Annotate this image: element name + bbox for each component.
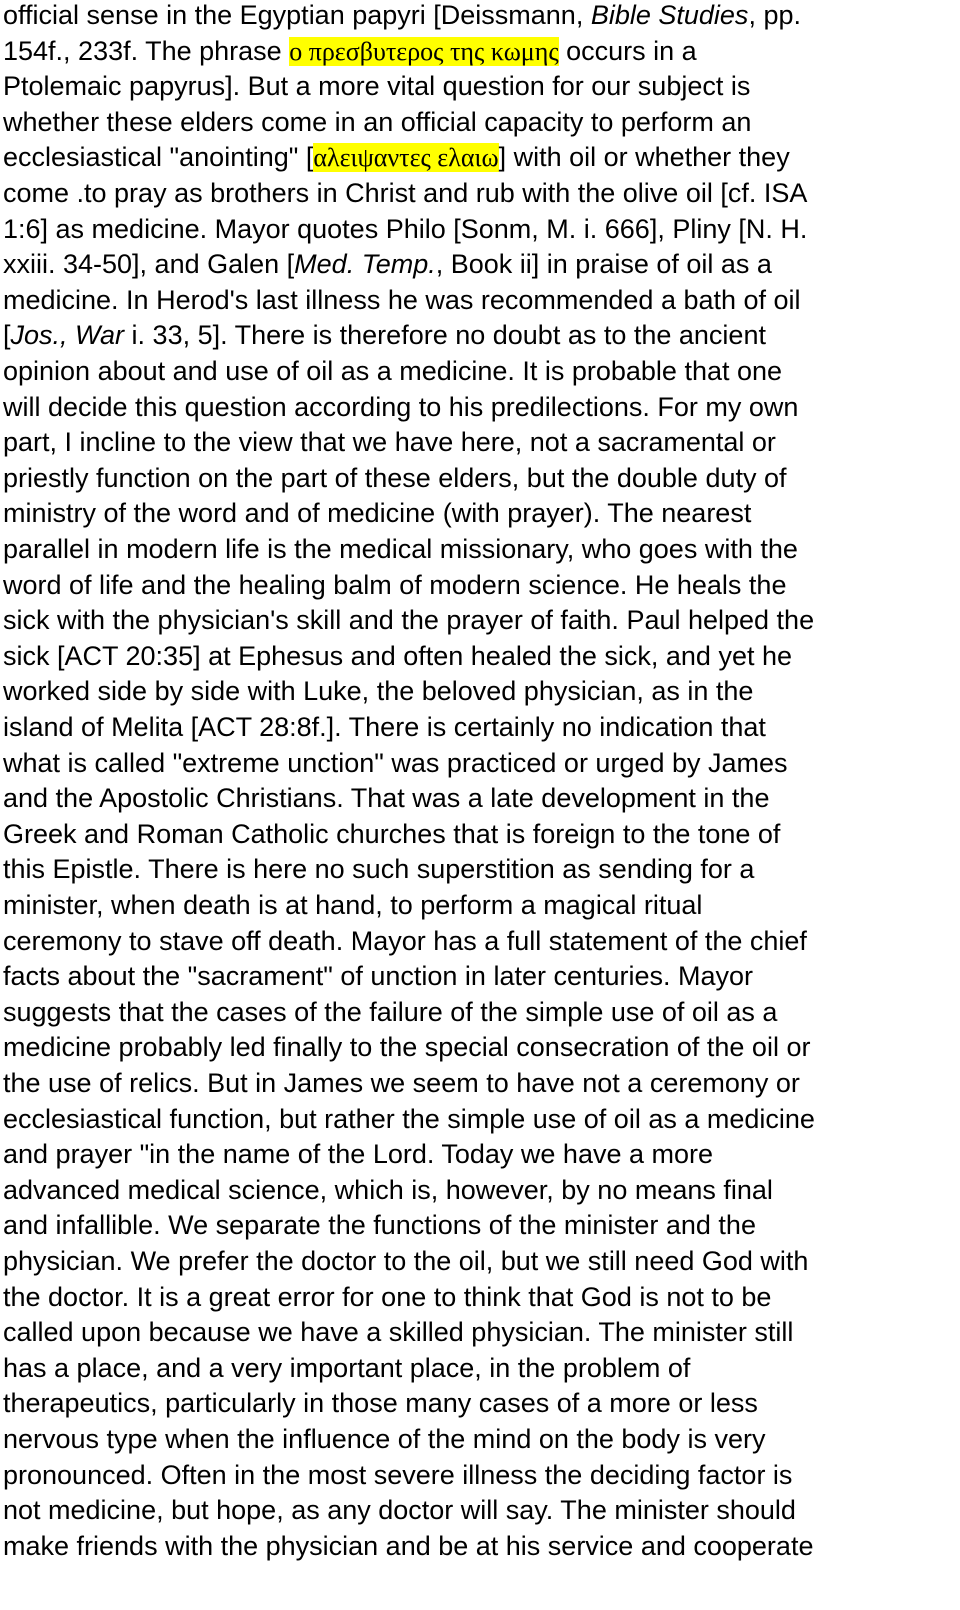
text-line bbox=[3, 923, 807, 959]
italic-citation: Med. Temp. bbox=[294, 249, 436, 280]
text-line bbox=[3, 1101, 815, 1137]
text-line bbox=[3, 211, 807, 247]
italic-citation: Jos., War bbox=[10, 320, 125, 351]
text-line bbox=[3, 0, 801, 33]
greek-phrase-highlight: ο πρεσβυτερος της κωμης bbox=[289, 36, 559, 66]
text-segment: called upon because we have a skilled physician. The minister still bbox=[3, 1317, 794, 1348]
text-segment: worked side by side with Luke, the beloved physician, as in the bbox=[3, 676, 754, 707]
text-segment: nervous type when the influence of the mind on the body is very bbox=[3, 1424, 766, 1454]
text-segment: and infallible. We separate the functions of the minister and the bbox=[3, 1210, 756, 1241]
text-line bbox=[3, 851, 754, 887]
text-segment: ministry of the word and of medicine (with prayer). The nearest bbox=[3, 498, 752, 529]
text-segment: will decide this question according to his predilections. For my own bbox=[3, 391, 799, 422]
text-segment: Ptolemaic papyrus]. But a more vital question for our subject is bbox=[3, 71, 751, 102]
text-line bbox=[3, 68, 750, 104]
text-line bbox=[3, 745, 788, 781]
text-line bbox=[3, 495, 751, 531]
text-segment: medicine probably led finally to the special consecration of the oil or bbox=[3, 1032, 811, 1063]
text-line bbox=[3, 424, 776, 460]
text-segment: this Epistle. There is here no such superstition as sending for a bbox=[3, 854, 755, 885]
text-line bbox=[3, 1385, 758, 1421]
text-segment: the use of relics. But in James we seem to have not a ceremony or bbox=[3, 1068, 800, 1098]
text-line bbox=[3, 887, 702, 923]
text-line bbox=[3, 1314, 793, 1350]
text-line bbox=[3, 1136, 713, 1172]
text-segment: has a place, and a very important place, in the problem of bbox=[3, 1352, 691, 1383]
text-line bbox=[3, 1279, 771, 1315]
text-segment: Greek and Roman Catholic churches that is foreign to the tone of bbox=[3, 818, 781, 849]
text-line bbox=[3, 1421, 765, 1457]
text-segment: therapeutics, particularly in those many cases of a more or less bbox=[3, 1388, 758, 1419]
text-line bbox=[3, 175, 807, 211]
text-line bbox=[3, 780, 769, 816]
text-segment: pronounced. Often in the most severe illness the deciding factor is bbox=[3, 1459, 793, 1490]
text-segment: physician. We prefer the doctor to the oil, but we still need God with bbox=[3, 1246, 809, 1276]
text-line bbox=[3, 460, 787, 496]
text-segment: ] with oil or whether they bbox=[498, 142, 790, 173]
text-line bbox=[3, 353, 782, 389]
text-line bbox=[3, 958, 753, 994]
text-segment: sick with the physician's skill and the prayer of faith. Paul helped the bbox=[3, 605, 815, 636]
text-segment: xxiii. 34-50], and Galen [ bbox=[3, 249, 295, 280]
text-line bbox=[3, 994, 777, 1030]
text-line bbox=[3, 104, 751, 140]
text-line bbox=[3, 1492, 796, 1528]
text-line bbox=[3, 1029, 810, 1065]
text-line bbox=[3, 1243, 808, 1279]
text-line bbox=[3, 246, 772, 282]
text-segment: the doctor. It is a great error for one to think that God is not to be bbox=[3, 1281, 772, 1312]
text-line bbox=[3, 317, 766, 353]
text-segment: priestly function on the part of these elders, but the double duty of bbox=[3, 462, 787, 493]
text-segment: opinion about and use of oil as a medicine. It is probable that one bbox=[3, 356, 783, 386]
text-line bbox=[3, 33, 697, 69]
text-segment: i. 33, 5]. There is therefore no doubt as to the ancient bbox=[124, 320, 766, 351]
text-segment: part, I incline to the view that we have here, not a sacramental or bbox=[3, 427, 776, 458]
text-segment: what is called "extreme unction" was practiced or urged by James bbox=[3, 747, 788, 778]
text-line bbox=[3, 1172, 773, 1208]
text-line bbox=[3, 1528, 813, 1564]
text-segment: come .to pray as brothers in Christ and rub with the olive oil [cf. ISA bbox=[3, 178, 808, 208]
text-line bbox=[3, 638, 792, 674]
text-line bbox=[3, 1350, 690, 1386]
text-segment: ecclesiastical function, but rather the simple use of oil as a medicine bbox=[3, 1103, 815, 1134]
text-segment: medicine. In Herod's last illness he was recommended a bath of oil bbox=[3, 284, 801, 315]
text-segment: official sense in the Egyptian papyri [Deissmann, bbox=[3, 0, 591, 30]
text-segment: [ bbox=[3, 320, 11, 351]
text-line bbox=[3, 282, 801, 318]
text-segment: and the Apostolic Christians. That was a late development in the bbox=[3, 783, 770, 814]
text-line bbox=[3, 567, 786, 603]
text-segment: sick [ACT 20:35] at Ephesus and often healed the sick, and yet he bbox=[3, 640, 792, 671]
text-line bbox=[3, 673, 753, 709]
text-segment: , Book ii] in praise of oil as a bbox=[435, 249, 772, 280]
text-segment: facts about the "sacrament" of unction in later centuries. Mayor bbox=[3, 961, 754, 992]
text-segment: make friends with the physician and be at his service and cooperate bbox=[3, 1530, 814, 1561]
italic-citation: Bible Studies bbox=[590, 0, 749, 30]
text-segment: word of life and the healing balm of modern science. He heals the bbox=[3, 569, 787, 600]
text-line bbox=[3, 816, 780, 852]
text-segment: occurs in a bbox=[558, 35, 697, 66]
greek-phrase-highlight: αλειψαντες ελαιω bbox=[313, 143, 499, 173]
text-segment: 1:6] as medicine. Mayor quotes Philo [Sonm, M. i. 666], Pliny [N. H. bbox=[3, 213, 808, 244]
text-segment: advanced medical science, which is, however, by no means final bbox=[3, 1174, 773, 1205]
text-segment: suggests that the cases of the failure of the simple use of oil as a bbox=[3, 996, 778, 1027]
text-segment: 154f., 233f. The phrase bbox=[3, 35, 290, 66]
text-segment: whether these elders come in an official capacity to perform an bbox=[3, 106, 752, 137]
text-line bbox=[3, 1065, 800, 1101]
text-segment: not medicine, but hope, as any doctor will say. The minister should bbox=[3, 1495, 796, 1526]
text-segment: ceremony to stave off death. Mayor has a full statement of the chief bbox=[3, 925, 807, 956]
text-line bbox=[3, 1207, 756, 1243]
text-segment: , pp. bbox=[748, 0, 801, 30]
text-line bbox=[3, 1457, 792, 1493]
text-line bbox=[3, 531, 798, 567]
text-segment: ecclesiastical "anointing" [ bbox=[3, 142, 314, 173]
text-line bbox=[3, 389, 798, 425]
text-segment: and prayer "in the name of the Lord. Today we have a more bbox=[3, 1139, 714, 1170]
text-segment: island of Melita [ACT 28:8f.]. There is certainly no indication that bbox=[3, 712, 766, 742]
text-segment: parallel in modern life is the medical missionary, who goes with the bbox=[3, 534, 798, 564]
text-line bbox=[3, 709, 766, 745]
text-segment: minister, when death is at hand, to perform a magical ritual bbox=[3, 890, 703, 920]
text-line bbox=[3, 602, 814, 638]
text-line bbox=[3, 139, 790, 175]
